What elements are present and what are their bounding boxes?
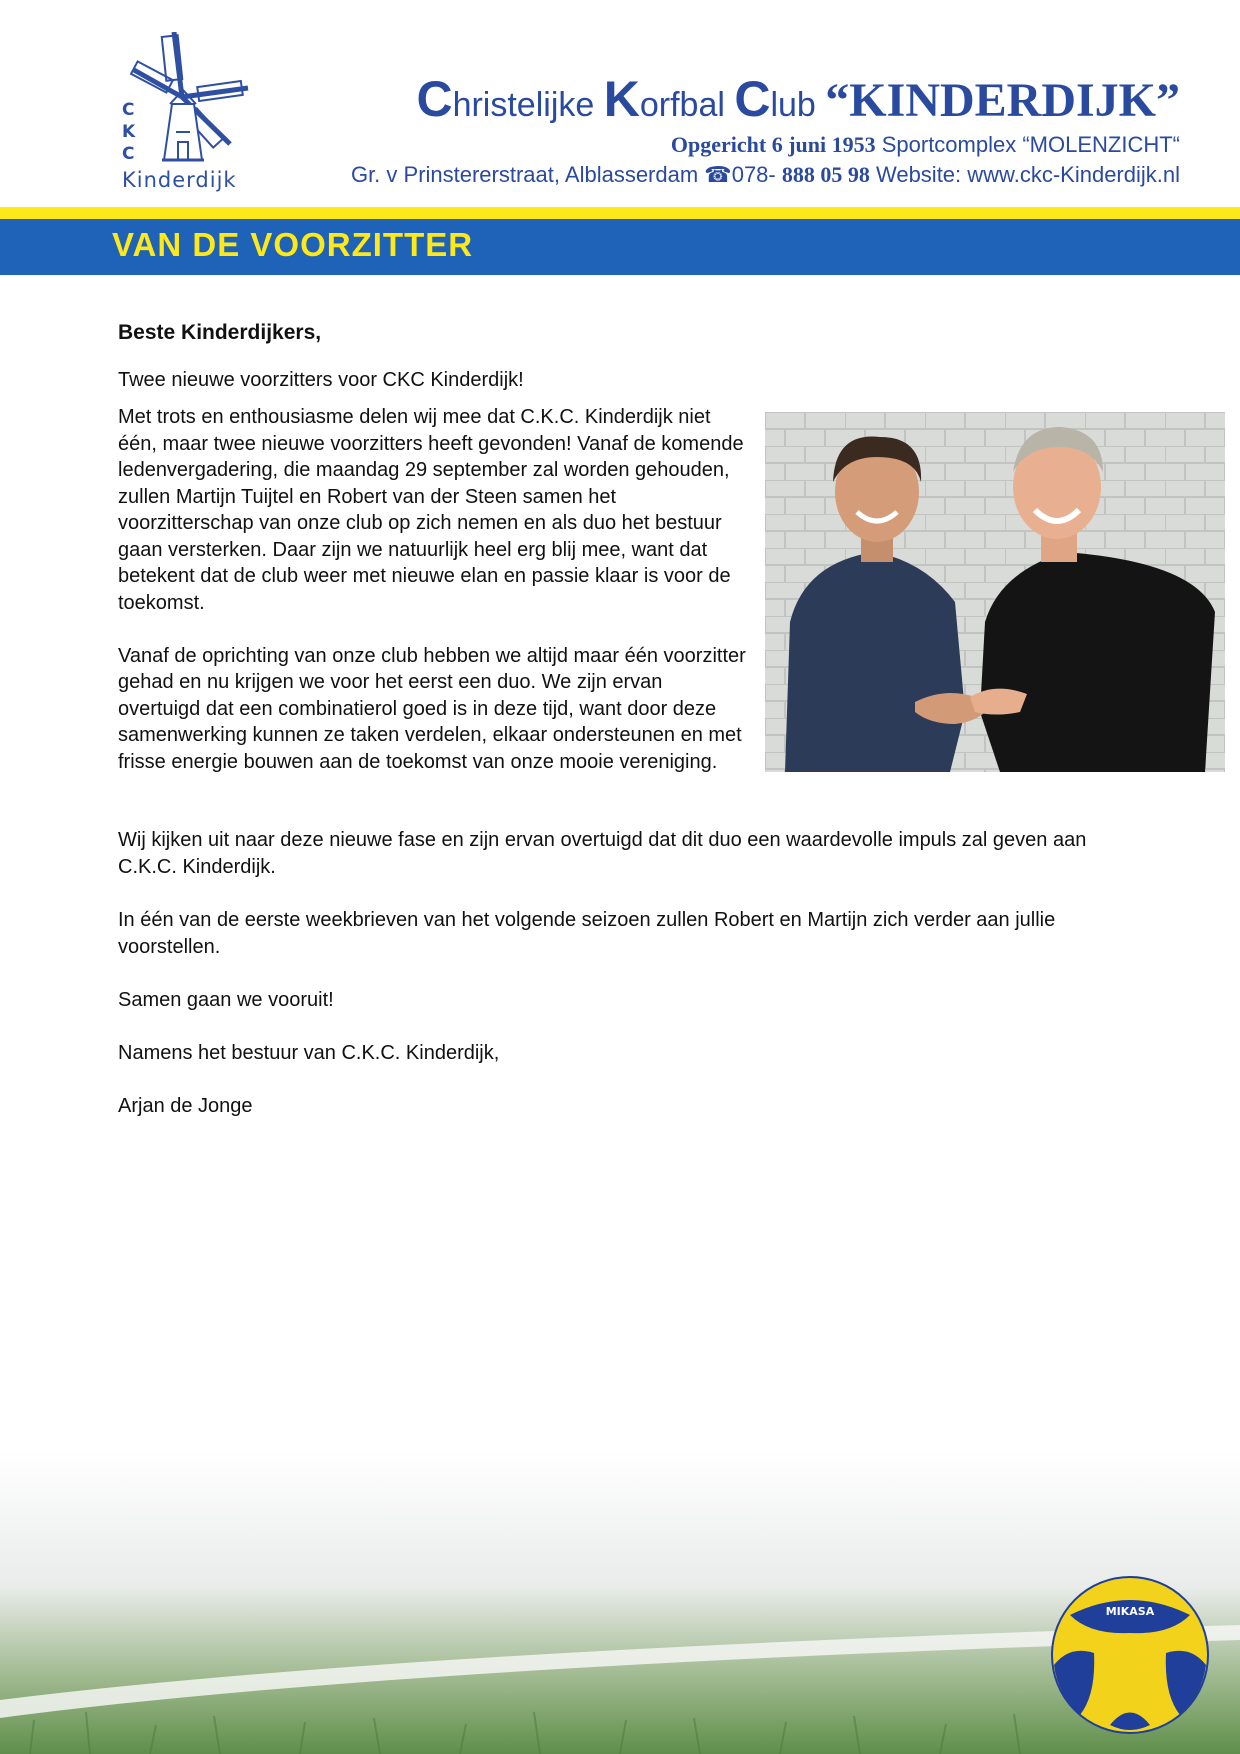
venue: Sportcomplex “MOLENZICHT“ (875, 131, 1180, 157)
phone-number: 888 05 98 (781, 161, 870, 187)
contact-line (351, 162, 1180, 188)
club-header (351, 72, 1180, 188)
yellow-stripe (0, 207, 1240, 219)
title-word-christelijke: hristelijke (452, 86, 604, 124)
phone-icon: ☎ (704, 161, 732, 187)
section-title: VAN DE VOORZITTER (112, 226, 474, 263)
chairmen-photo (765, 412, 1225, 772)
intro-line: Twee nieuwe voorzitters voor CKC Kinderdijk! (118, 369, 524, 391)
address: Gr. v Prinstererstraat, Alblasserdam (350, 161, 705, 187)
paragraph-5: Samen gaan we vooruit! (118, 989, 334, 1011)
paragraph-2: Vanaf de oprichting van onze club hebben we altijd maar één voorzitter gehad en nu krijgen we voor het eerst een duo. We zijn ervan overtuigd dat een combinatierol goed is in deze tijd, want door deze samenwerking kunnen ze taken verdelen, elkaar ondersteunen en met frisse energie bouwen aan de toekomst van onze mooie vereniging. (118, 644, 746, 773)
logo-letter-c2: C (122, 144, 135, 164)
signature: Arjan de Jonge (118, 1095, 253, 1117)
logo-letter-k: K (122, 122, 136, 142)
logo-letter-c: C (122, 100, 135, 120)
paragraph-4: In één van de eerste weekbrieven van het volgende seizoen zullen Robert en Martijn zich verder aan jullie voorstellen. (118, 909, 1056, 958)
column-text (118, 404, 748, 802)
club-logo (112, 32, 252, 192)
paragraph-1: Met trots en enthousiasme delen wij mee dat C.K.C. Kinderdijk niet één, maar twee nieuwe voorzitters heeft gevonden! Vanaf de komende ledenvergadering, die maandag 29 september zal worden gehouden, zullen Martijn Tuijtel en Robert van der Steen samen het voorzitterschap van onze club op zich nemen en als duo het bestuur gaan versterken. Daar zijn we natuurlijk heel erg blij mee, want dat betekent dat de club weer met nieuwe elan en passie klaar is voor de toekomst. (118, 406, 744, 614)
greeting: Beste Kinderdijkers, (118, 321, 322, 344)
paragraph-3: Wij kijken uit naar deze nieuwe fase en zijn ervan overtuigd dat dit duo een waardevolle impuls zal geven aan C.K.C. Kinderdijk. (118, 829, 1087, 878)
phone-prefix: 078- (731, 161, 782, 187)
korfball-icon (1050, 1575, 1210, 1735)
title-word-club: lub (770, 86, 826, 124)
closing: Namens het bestuur van C.K.C. Kinderdijk, (118, 1042, 500, 1064)
founded-line (351, 132, 1180, 158)
title-initial-c: C (416, 71, 453, 127)
title-word-korfbal: orfbal (639, 86, 735, 124)
logo-name: Kinderdijk (122, 168, 237, 192)
founded-date: Opgericht 6 juni 1953 (670, 131, 876, 157)
title-initial-k: K (603, 71, 640, 127)
club-title (351, 72, 1180, 128)
title-initial-c2: C (734, 71, 771, 127)
ball-brand: MIKASA (1105, 1605, 1155, 1618)
korfball-ball (1050, 1575, 1210, 1735)
website: Website: www.ckc-Kinderdijk.nl (869, 161, 1180, 187)
handshake-photo-icon (765, 412, 1225, 772)
title-club-name: “KINDERDIJK” (825, 74, 1180, 127)
